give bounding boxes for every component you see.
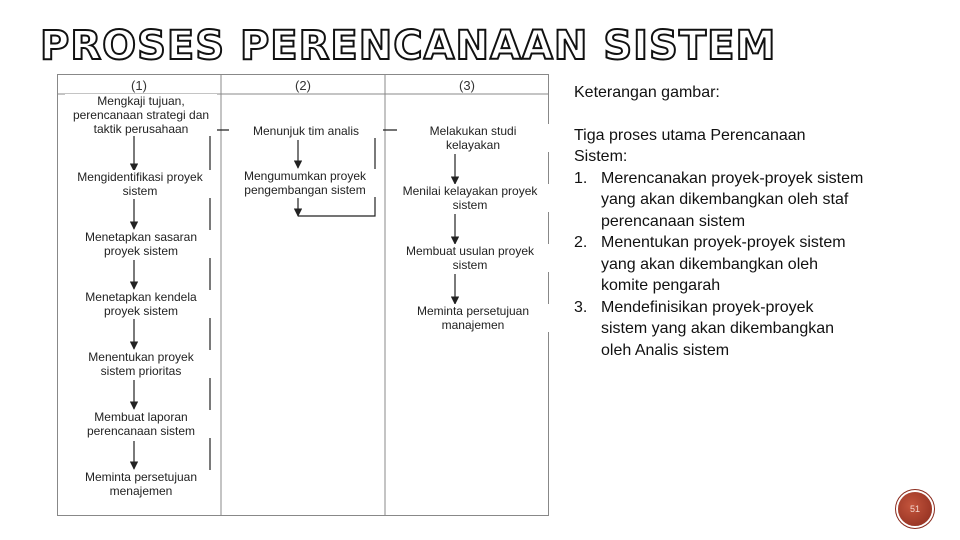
planning-process-diagram — [57, 74, 549, 516]
notes-intro-line-1: Tiga proses utama Perencanaan — [574, 126, 806, 144]
notes-list-item — [574, 168, 864, 233]
col1-step-7: Meminta persetujuan menajemen — [65, 470, 217, 498]
notes-list-item — [574, 297, 864, 362]
slide-title: PROSES PERENCANAAN SISTEM — [40, 23, 777, 69]
list-item-text: Mendefinisikan proyek-proyek sistem yang akan dikembangkan oleh Analis sistem — [601, 298, 835, 359]
list-item-text: Menentukan proyek-proyek sistem yang akan dikembangkan oleh komite pengarah — [601, 234, 846, 294]
col3-step-3: Membuat usulan proyek sistem — [391, 244, 549, 272]
col3-step-4: Meminta persetujuan manajemen — [397, 304, 549, 332]
column-header-3: (3) — [459, 78, 475, 93]
col1-step-2: Mengidentifikasi proyek sistem — [63, 170, 217, 198]
notes-list — [574, 168, 864, 362]
col1-step-3: Menetapkan sasaran proyek sistem — [65, 230, 217, 258]
col3-step-2: Menilai kelayakan proyek sistem — [391, 184, 549, 212]
notes-list-item — [574, 232, 864, 297]
col1-step-1: Mengkaji tujuan, perencanaan strategi dan taktik perusahaan — [65, 94, 217, 136]
slide-number-badge: 51 — [898, 492, 932, 526]
column-header-2: (2) — [295, 78, 311, 93]
col2-step-1: Menunjuk tim analis — [229, 124, 383, 138]
list-item-number: 1. — [574, 169, 588, 187]
col1-step-4: Menetapkan kendela proyek sistem — [65, 290, 217, 318]
diagram-notes — [574, 82, 864, 361]
list-item-number: 2. — [574, 234, 588, 251]
list-item-number: 3. — [574, 298, 588, 316]
col1-step-6: Membuat laporan perencanaan sistem — [65, 410, 217, 438]
column-header-1: (1) — [131, 78, 147, 93]
col3-step-1: Melakukan studi kelayakan — [397, 124, 549, 152]
list-item-text: Merencanakan proyek-proyek sistem yang akan dikembangkan oleh staf perencanaan sistem — [601, 169, 864, 230]
col2-step-2: Mengumumkan proyek pengembangan sistem — [227, 169, 383, 197]
col1-step-5: Menentukan proyek sistem prioritas — [65, 350, 217, 378]
notes-caption: Keterangan gambar: — [574, 84, 720, 101]
notes-intro-line-2: Sistem: — [574, 148, 628, 165]
